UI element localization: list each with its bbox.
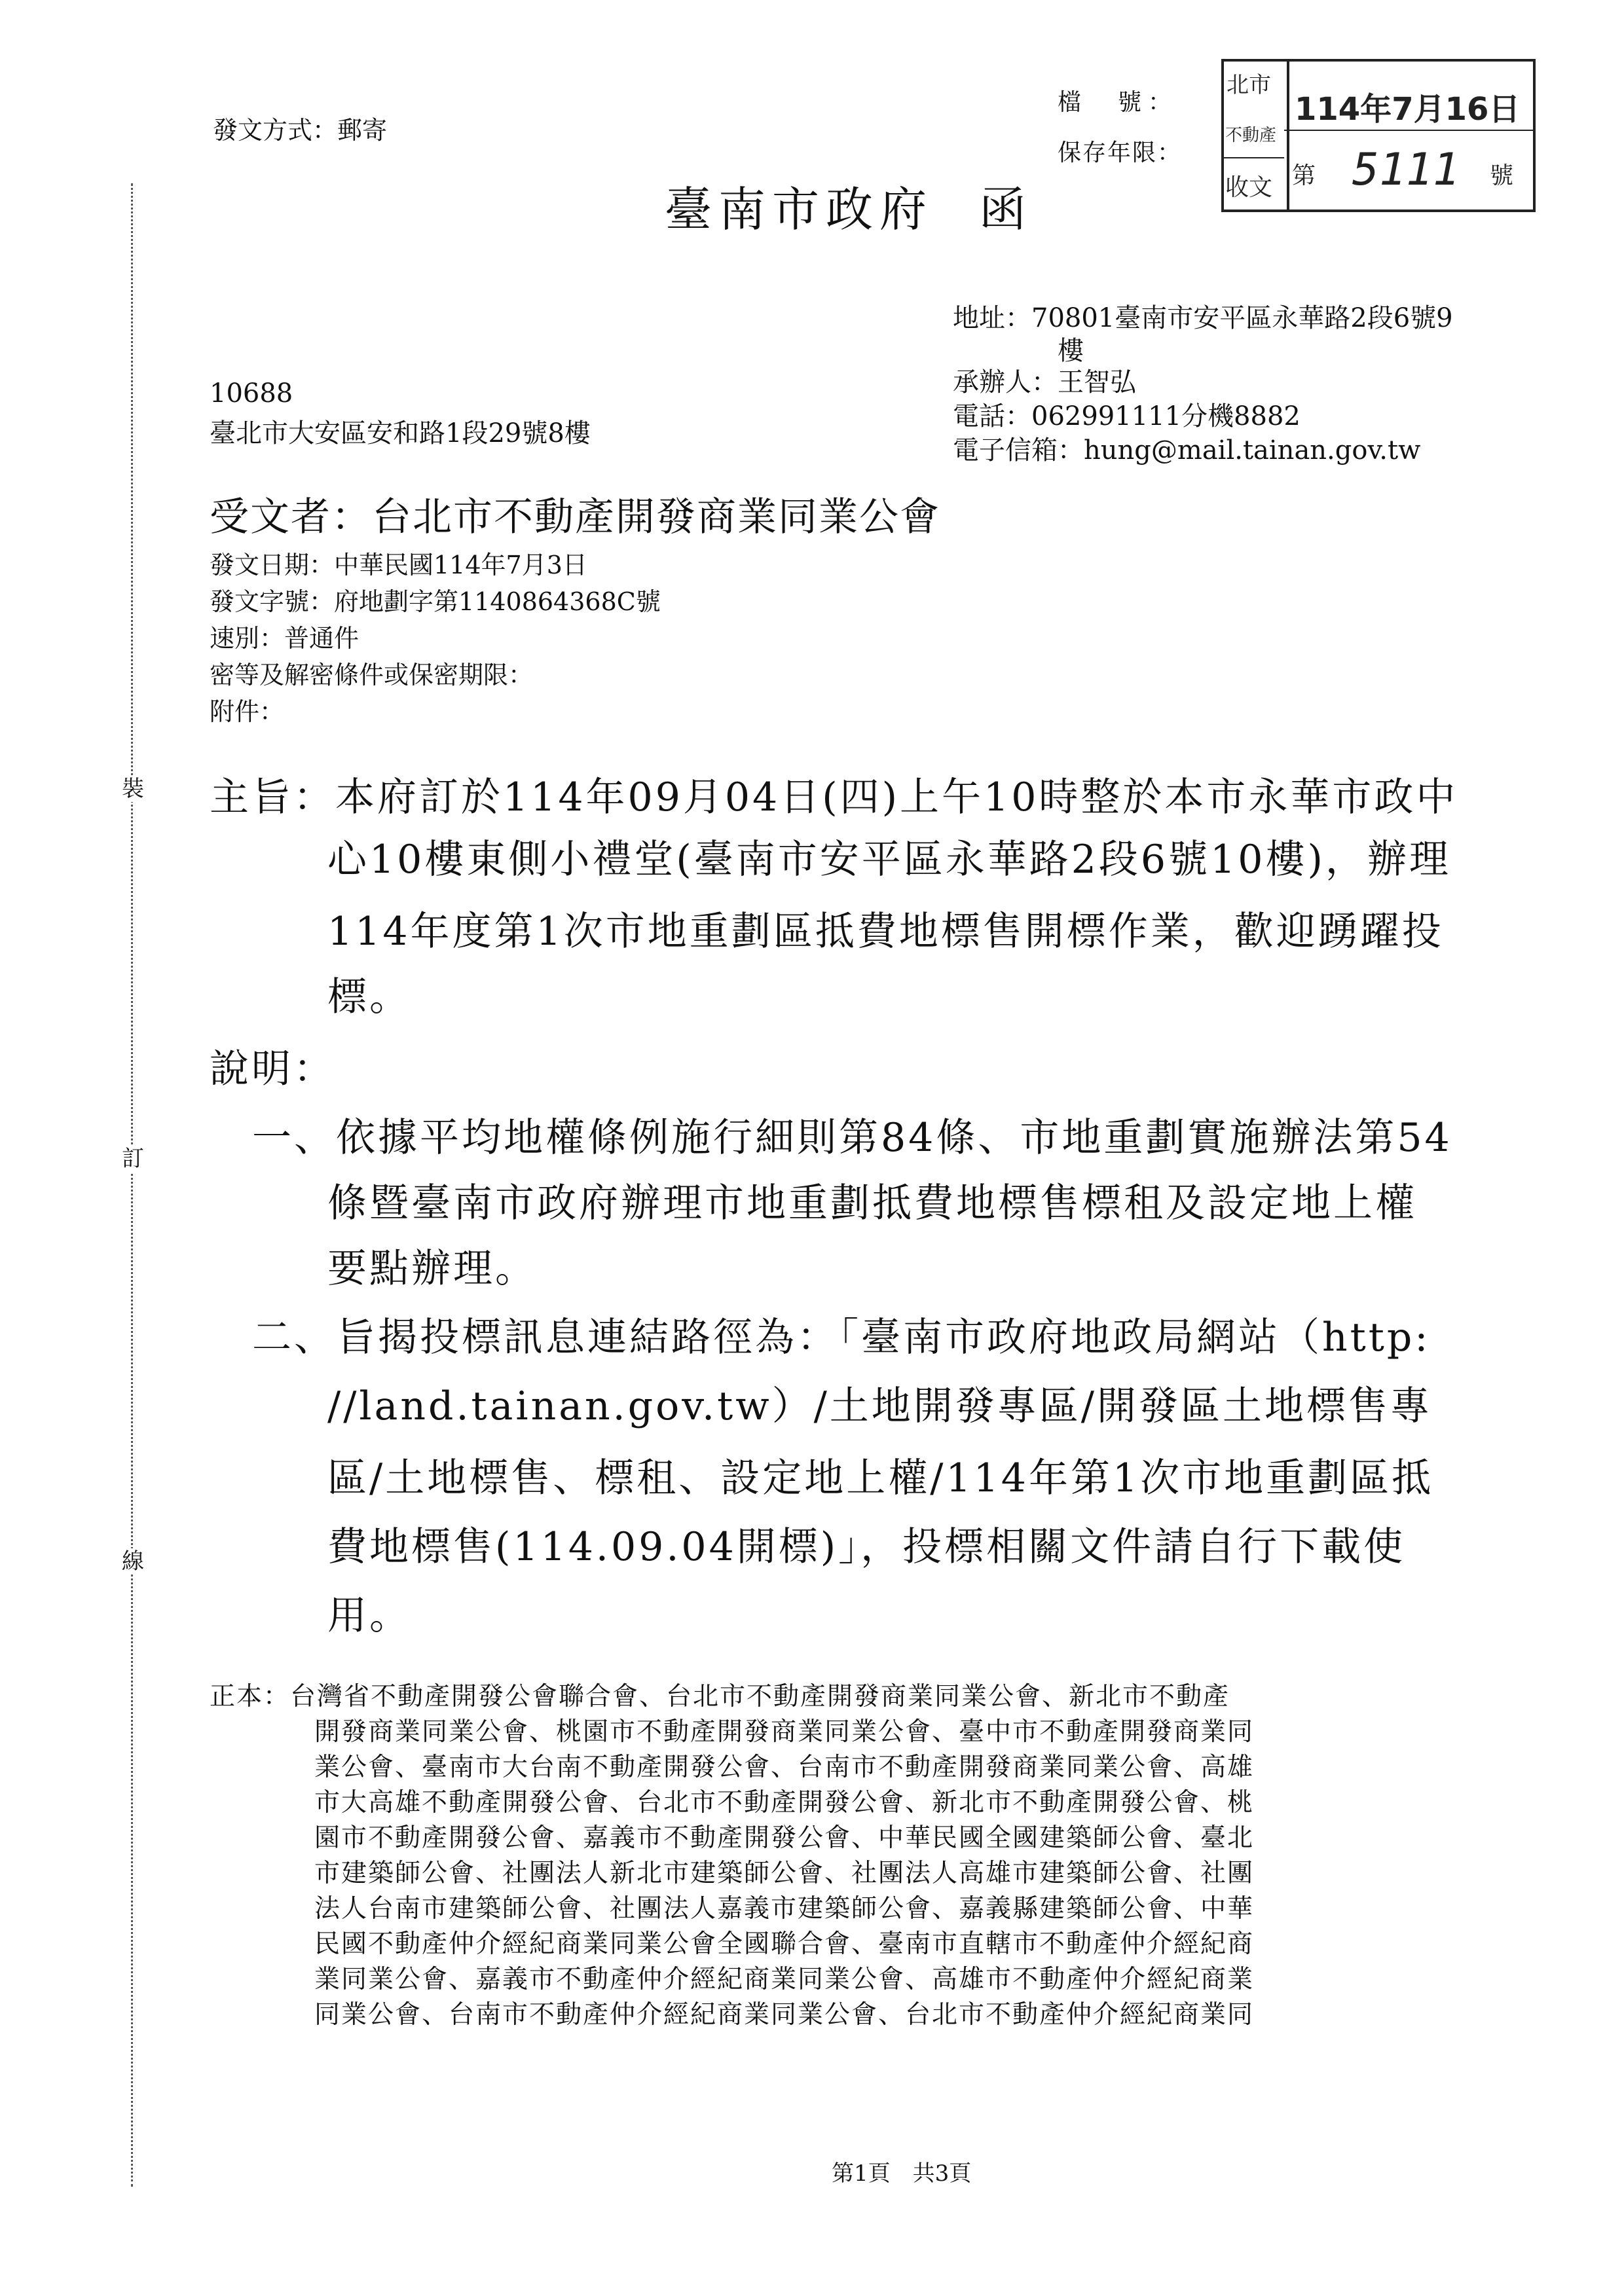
explanation-heading: 說明： [210,1046,335,1092]
copies-line-3: 業公會、臺南市大台南不動產開發公會、台南市不動產開發商業同業公會、高雄 [314,1753,1255,1782]
stamp-org: 不動產 [1225,126,1277,145]
explanation-item-2-line-3: 區/土地標售、標租、設定地上權/114年第1次市地重劃區抵 [327,1455,1434,1501]
binding-mark-zhuang: 裝 [122,776,144,802]
send-method: 發文方式：郵寄 [213,116,388,145]
stamp-divider [1221,157,1284,158]
stamp-no-prefix: 第 [1292,162,1316,189]
explanation-item-1-line-1: 一、依據平均地權條例施行細則第84條、市地重劃實施辦法第54 [252,1115,1452,1161]
sender-address-cont: 樓 [1058,336,1084,366]
phone-number: 電話：062991111分機8882 [953,401,1301,431]
copies-line-4: 市大高雄不動產開發公會、台北市不動產開發公會、新北市不動產開發公會、桃 [314,1788,1255,1817]
subject-line-2: 心10樓東側小禮堂(臺南市安平區永華路2段6號10樓)，辦理 [327,837,1451,883]
stamp-date: 114年7月16日 [1295,91,1521,128]
copies-line-10: 同業公會、台南市不動產仲介經紀商業同業公會、台北市不動產仲介經紀商業同 [314,2000,1255,2030]
explanation-item-2-line-5: 用。 [327,1593,411,1639]
received-stamp [1221,59,1536,210]
copies-line-5: 園市不動產開發公會、嘉義市不動產開發公會、中華民國全國建築師公會、臺北 [314,1823,1255,1853]
issuer-name: 臺南市政府 [665,182,934,237]
receiver: 受文者：台北市不動產開發商業同業公會 [210,494,940,540]
retention-label: 保存年限： [1058,139,1183,166]
recipient-address: 臺北市大安區安和路1段29號8樓 [210,418,591,448]
stamp-received: 收文 [1225,174,1273,201]
subject-line-3: 114年度第1次市地重劃區抵費地標售開標作業，歡迎踴躍投 [327,909,1444,955]
sender-address: 地址：70801臺南市安平區永華路2段6號9 [953,303,1453,333]
stamp-city: 北市 [1227,72,1271,98]
copies-line-9: 業同業公會、嘉義市不動產仲介經紀商業同業公會、高雄市不動產仲介經紀商業 [314,1965,1255,1994]
secrecy-level: 密等及解密條件或保密期限： [210,661,534,689]
document-title [665,172,1033,240]
copies-line-2: 開發商業同業公會、桃園市不動產開發商業同業公會、臺中市不動產開發商業同 [314,1717,1255,1747]
copies-line-8: 民國不動產仲介經紀商業同業公會全國聯合會、臺南市直轄市不動產仲介經紀商 [314,1929,1255,1959]
subject-line-4: 標。 [327,974,411,1020]
speed-class: 速別：普通件 [210,624,360,653]
document-type: 函 [979,182,1033,237]
binding-mark-ding: 訂 [122,1146,144,1172]
binding-margin-line [131,183,133,2187]
recipient-zip: 10688 [210,378,293,409]
handler-name: 承辦人：王智弘 [953,367,1136,397]
copies-line-6: 市建築師公會、社團法人新北市建築師公會、社團法人高雄市建築師公會、社團 [314,1859,1255,1888]
stamp-divider-right [1284,130,1533,131]
explanation-item-2-line-4: 費地標售(114.09.04開標)」，投標相關文件請自行下載使 [327,1524,1406,1570]
explanation-item-2-line-1: 二、旨揭投標訊息連結路徑為：「臺南市政府地政局網站（http: [252,1315,1431,1360]
explanation-item-1-line-2: 條暨臺南市政府辦理市地重劃抵費地標售標租及設定地上權 [327,1180,1417,1226]
binding-mark-xian: 線 [122,1548,144,1575]
attachments: 附件： [210,697,285,726]
stamp-no-suffix: 號 [1490,162,1514,189]
email-address: 電子信箱：hung@mail.tainan.gov.tw [953,435,1421,465]
subject-line-1: 主旨：本府訂於114年09月04日(四)上午10時整於本市永華市政中 [210,774,1458,820]
copies-line-7: 法人台南市建築師公會、社團法人嘉義市建築師公會、嘉義縣建築師公會、中華 [314,1894,1255,1923]
issue-date: 發文日期：中華民國114年7月3日 [210,551,587,579]
copies-line-1: 正本：台灣省不動產開發公會聯合會、台北市不動產開發商業同業公會、新北市不動產 [210,1682,1230,1711]
explanation-item-1-line-3: 要點辦理。 [327,1246,537,1292]
document-number: 發文字號：府地劃字第1140864368C號 [210,587,661,616]
stamp-number: 5111 [1352,144,1460,196]
file-number-label: 檔 號： [1058,89,1179,116]
explanation-item-2-line-2: //land.tainan.gov.tw）/土地開發專區/開發區土地標售專 [327,1383,1432,1429]
page-number: 第1頁 共3頁 [832,2160,972,2187]
